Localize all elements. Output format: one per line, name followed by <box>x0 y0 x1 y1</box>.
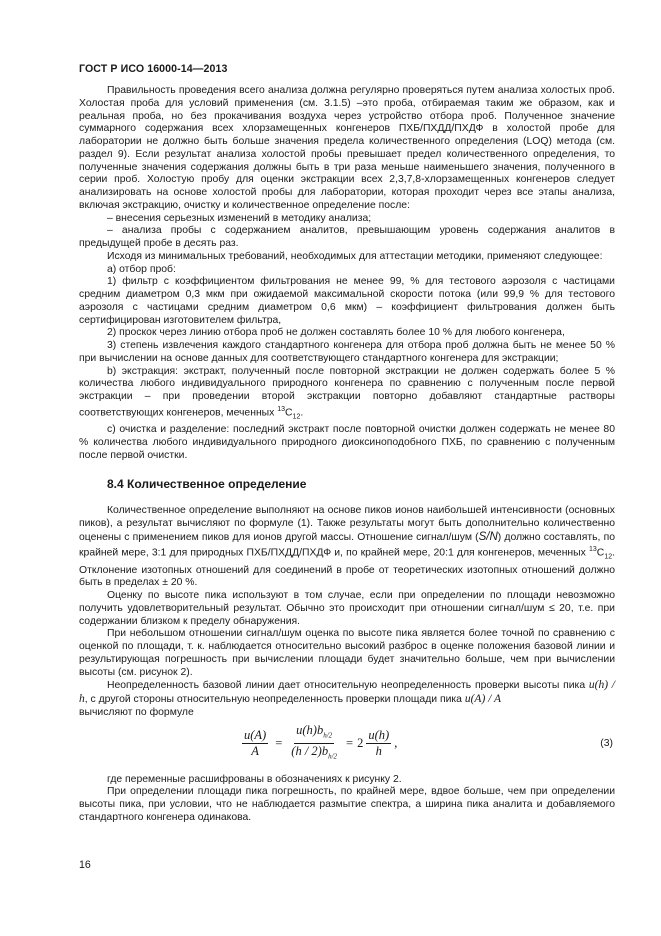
fraction-mid: $\frac{u(h)b_{h/2}}{(h / 2)b_{h/2}}$ <box>291 722 338 761</box>
paragraph: Количественное определение выполняют на основе пиков ионов наибольшей интенсивности (основных пиков), а результат вычисляют по формуле (1). Также результаты могут быть дополнительно количественно оценены с применением пиков для ионов другой массы. Отношение сигнал/шум (S/N) должно составлять, по крайней мере, 3:1 для природных ПХБ/ПХДД/ПХДФ и, по крайней мере, 20:1 для конгенеров, меченных $^{13}C_{12}$. Отклонение изотопных отношений для соединений в пробе от теоретических изотопных отношений должно быть в пределах ± 20 %. <box>79 505 615 589</box>
paragraph: вычисляют по формуле <box>79 706 194 718</box>
section-title: 8.4 Количественное определение <box>107 477 307 492</box>
fraction-lhs: $\frac{u(A)}{A}$ <box>244 728 267 758</box>
formula-number: (3) <box>600 737 613 749</box>
list-item: а) отбор проб: <box>107 263 176 275</box>
list-item: 3) степень извлечения каждого стандартного конгенера для отбора проб должна быть не менее 50 % при вычислении на основе данных для соответствующего стандартного конгенера для экстракции; <box>79 340 615 364</box>
fraction-rhs: $\frac{u(h)}{h}$ <box>368 728 390 758</box>
formula-expression: $\frac{u(A)}{A}$ = $\frac{u(h)b_{h/2}}{(h / 2)b_{h/2}}$ = 2 $\frac{u(h)}{h}$ , <box>239 724 397 764</box>
list-item-b: b) экстракция: экстракт, полученный после повторной экстракции не должен содержать более 5 % количества любого индивидуального природного конгенера по сравнению с полученным после первой экстракции – при проведении второй экстракции повторно добавляют стандартные растворы соответствующих конгенеров, меченных $^{13}C_{12}$. <box>79 365 615 421</box>
paragraph: Правильность проведения всего анализа должна регулярно проверяться путем анализа холостых проб. Холостая проба для условий применения (см. 3.1.5) –это проба, отбираемая таким же образом, как и реальная проба, но без прокачивания воздуха через устройство отбора проб. Полученное значение суммарного содержания всех хлорзамещенных конгенеров ПХБ/ПХДД/ПХДФ в холостой пробе для лаборатории не должно быть больше значения предела количественного определения (LOQ) метода (см. раздел 9). Если результат анализа холостой пробы превышает предел количественного определения, то полученные значения содержания должны быть в три раза меньше наименьшего значения, полученного в серии проб. Холостую пробу для оценки экстракции всех 2,3,7,8-хлорзамещенных конгенеров следует анализировать на основе холостой пробы для лаборатории, которая проходит через все этапы анализа, включая экстракцию, очистку и количественное определение после: <box>79 85 615 211</box>
paragraph: Исходя из минимальных требований, необходимых для аттестации методики, применяют следующее: <box>107 250 603 262</box>
paragraph: где переменные расшифрованы в обозначениях к рисунку 2. <box>107 773 402 785</box>
list-item: 2) проскок через линию отбора проб не должен составлять более 10 % для любого конгенера, <box>107 327 565 339</box>
formula-3 <box>79 722 615 770</box>
document-body <box>79 85 615 825</box>
page-number: 16 <box>79 859 91 871</box>
list-item: – анализа пробы с содержанием аналитов, превышающим уровень содержания аналитов в предыдущей пробе в десять раз. <box>79 225 615 249</box>
list-item-c: с) очистка и разделение: последний экстракт после повторной очистки должен содержать не менее 80 % количества любого индивидуального природного диоксиноподобного ПХБ, по сравнению с полученным после первой очистки. <box>79 424 615 461</box>
paragraph: Неопределенность базовой линии дает относительную неопределенность проверки высоты пика u(h) / h, с другой стороны относительную неопределенность проверки площади пика u(A) / A <box>79 679 615 706</box>
paragraph: При небольшом отношении сигнал/шум оценка по высоте пика является более точной по сравнению с оценкой по площади, т. к. наблюдается относительно высокий разброс в оценке положения базовой линии и результирующая погрешность при вычислении площади будет значительно больше, чем при вычислении высоты (см. рисунок 2). <box>79 628 615 678</box>
document-header: ГОСТ Р ИСО 16000-14—2013 <box>79 63 228 75</box>
list-item: – внесения серьезных изменений в методику анализа; <box>107 212 372 224</box>
paragraph: При определении площади пика погрешность, по крайней мере, вдвое больше, чем при определении высоты пика, при условии, что не наблюдается размытие спектра, а ширина пика аналита и добавляемого стандартного конгенера одинакова. <box>79 786 615 823</box>
paragraph: Оценку по высоте пика используют в том случае, если при определении по площади невозможно получить удовлетворительный результат. Обычно это происходит при отношении сигнал/шум ≤ 20, т.е. при содержании близком к пределу обнаружения. <box>79 590 615 627</box>
list-item: 1) фильтр с коэффициентом фильтрования не менее 99, % для тестового аэрозоля с частицами средним диаметром 0,3 мкм при ожидаемой максимальной скорости потока (или 99,9 % для тестового аэрозоля с частицами средним диаметром 0,6 мкм) – коэффициент фильтрования должен быть сертифицирован изготовителем фильтра, <box>79 276 615 326</box>
